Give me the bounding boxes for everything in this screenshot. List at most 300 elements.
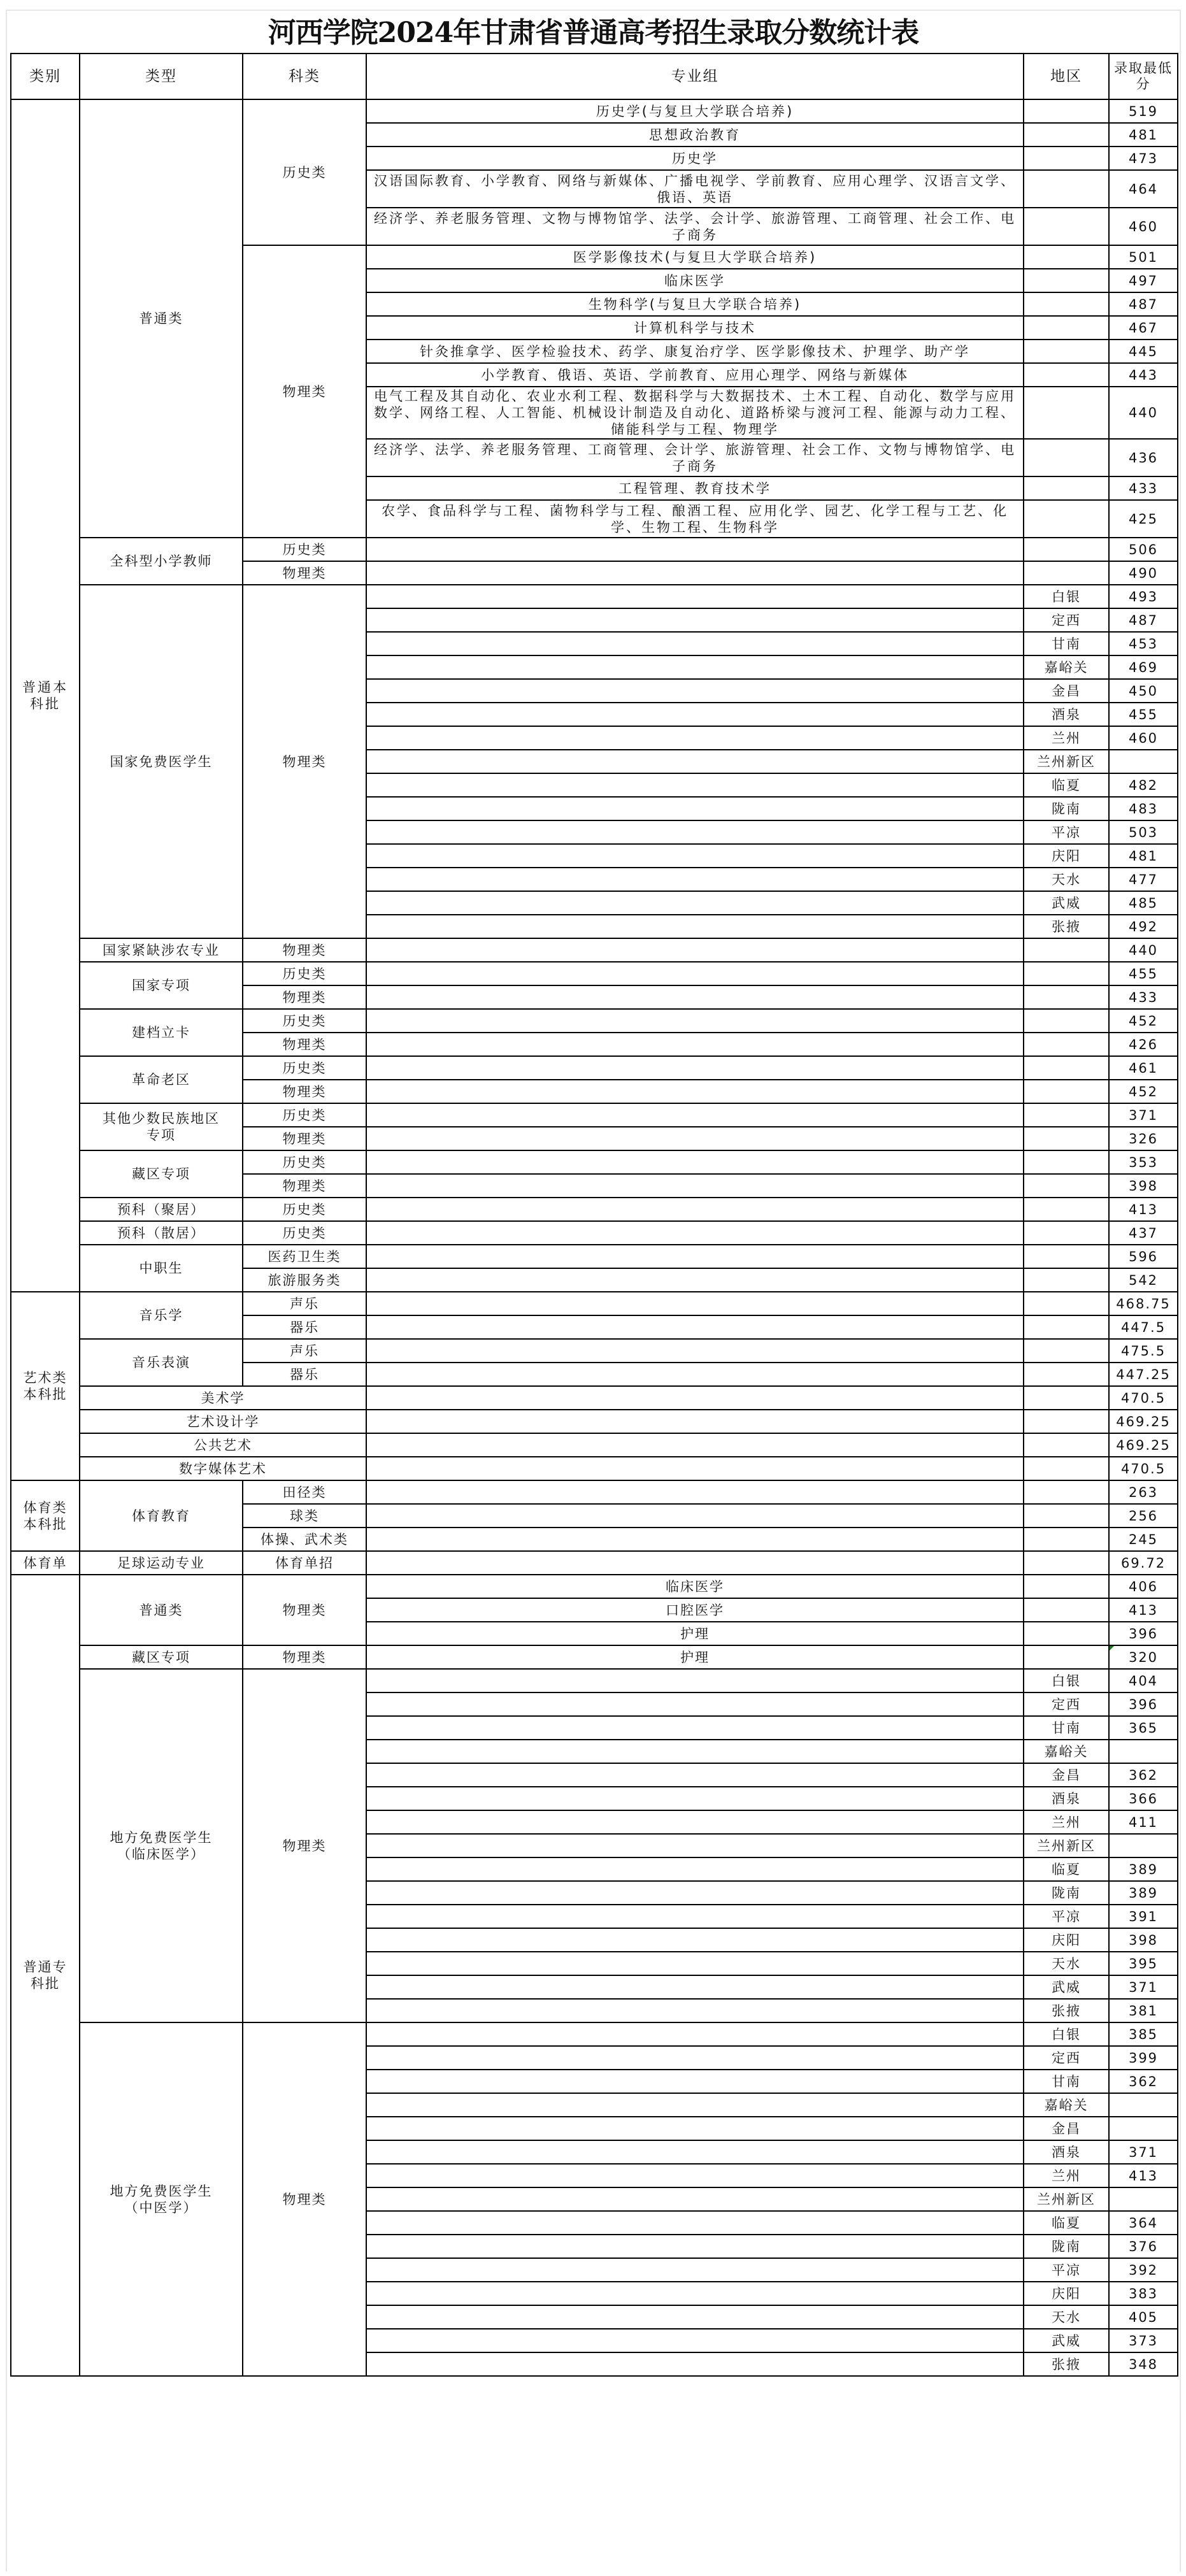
major-group-cell [366, 703, 1024, 726]
major-group-cell: 计算机科学与技术 [366, 316, 1024, 340]
major-group-cell: 医学影像技术(与复旦大学联合培养) [366, 245, 1024, 269]
score-cell: 596 [1109, 1245, 1178, 1268]
region-cell [1024, 1457, 1109, 1480]
score-cell [1109, 1740, 1178, 1763]
table-row [11, 1645, 1178, 1669]
score-cell: 425 [1109, 500, 1178, 538]
major-group-cell [366, 1315, 1024, 1339]
type-cell: 预科（聚居） [80, 1198, 243, 1221]
score-cell: 320 [1109, 1645, 1178, 1669]
region-cell [1024, 500, 1109, 538]
score-cell: 366 [1109, 1787, 1178, 1810]
score-cell: 464 [1109, 170, 1178, 208]
region-cell: 武威 [1024, 2329, 1109, 2352]
major-group-cell [366, 1669, 1024, 1692]
score-cell: 503 [1109, 820, 1178, 844]
region-cell [1024, 439, 1109, 476]
score-cell: 482 [1109, 773, 1178, 797]
region-cell [1024, 387, 1109, 439]
major-group-cell [366, 1740, 1024, 1763]
batch-cell: 艺术类本科批 [11, 1292, 80, 1480]
score-cell: 450 [1109, 679, 1178, 703]
subject-cell: 物理类 [243, 1669, 366, 2022]
score-cell: 469 [1109, 655, 1178, 679]
region-cell [1024, 1433, 1109, 1457]
region-cell [1024, 316, 1109, 340]
score-cell: 436 [1109, 439, 1178, 476]
region-cell [1024, 1268, 1109, 1292]
score-cell [1109, 2117, 1178, 2140]
header-major-group: 专业组 [366, 54, 1024, 99]
major-group-cell [366, 538, 1024, 561]
region-cell [1024, 1386, 1109, 1410]
score-cell: 443 [1109, 363, 1178, 387]
major-group-cell [366, 1881, 1024, 1905]
region-cell: 兰州 [1024, 1810, 1109, 1834]
region-cell: 嘉峪关 [1024, 1740, 1109, 1763]
score-cell: 440 [1109, 938, 1178, 962]
score-cell: 469.25 [1109, 1433, 1178, 1457]
score-cell: 392 [1109, 2258, 1178, 2282]
major-group-cell [366, 1080, 1024, 1103]
score-cell: 460 [1109, 726, 1178, 750]
region-cell [1024, 1363, 1109, 1386]
region-cell: 临夏 [1024, 2211, 1109, 2235]
score-cell: 371 [1109, 1975, 1178, 1999]
major-group-cell: 思想政治教育 [366, 123, 1024, 147]
score-cell: 398 [1109, 1174, 1178, 1198]
major-group-cell [366, 1292, 1024, 1315]
major-group-cell [366, 1150, 1024, 1174]
score-cell: 389 [1109, 1881, 1178, 1905]
score-cell: 348 [1109, 2352, 1178, 2376]
score-cell: 469.25 [1109, 1410, 1178, 1433]
subject-cell: 器乐 [243, 1363, 366, 1386]
major-group-cell [366, 1103, 1024, 1127]
region-cell [1024, 1339, 1109, 1363]
page-title: 河西学院2024年甘肃省普通高考招生录取分数统计表 [268, 17, 919, 49]
subject-cell: 物理类 [243, 1080, 366, 1103]
region-cell: 酒泉 [1024, 1787, 1109, 1810]
region-cell [1024, 1103, 1109, 1127]
score-cell: 437 [1109, 1221, 1178, 1245]
major-group-cell: 工程管理、教育技术学 [366, 476, 1024, 500]
region-cell [1024, 538, 1109, 561]
region-cell [1024, 1598, 1109, 1622]
region-cell: 嘉峪关 [1024, 655, 1109, 679]
major-group-cell: 护理 [366, 1645, 1024, 1669]
major-group-cell [366, 750, 1024, 773]
major-group-cell [366, 1810, 1024, 1834]
major-group-cell: 历史学 [366, 147, 1024, 170]
subject-cell: 历史类 [243, 538, 366, 561]
major-group-cell [366, 1410, 1024, 1433]
score-cell: 404 [1109, 1669, 1178, 1692]
major-group-cell: 经济学、法学、养老服务管理、工商管理、会计学、旅游管理、社会工作、文物与博物馆学、电子商务 [366, 439, 1024, 476]
region-cell [1024, 292, 1109, 316]
score-cell: 362 [1109, 2070, 1178, 2093]
subject-cell: 物理类 [243, 1645, 366, 1669]
subject-cell: 物理类 [243, 1033, 366, 1056]
table-row [11, 1339, 1178, 1363]
major-group-cell [366, 2352, 1024, 2376]
major-group-cell [366, 1268, 1024, 1292]
subject-cell: 历史类 [243, 1150, 366, 1174]
major-group-cell [366, 2022, 1024, 2046]
major-group-cell [366, 726, 1024, 750]
region-cell: 兰州 [1024, 726, 1109, 750]
table-row [11, 1433, 1178, 1457]
table-row [11, 538, 1178, 561]
batch-cell: 体育类本科批 [11, 1480, 80, 1551]
score-cell: 481 [1109, 123, 1178, 147]
score-cell: 461 [1109, 1056, 1178, 1080]
major-group-cell [366, 1174, 1024, 1198]
major-group-cell [366, 868, 1024, 891]
region-cell: 甘南 [1024, 1716, 1109, 1740]
table-row [11, 1386, 1178, 1410]
subject-cell: 物理类 [243, 1575, 366, 1645]
region-cell [1024, 1645, 1109, 1669]
major-group-cell [366, 632, 1024, 655]
type-cell: 公共艺术 [80, 1433, 366, 1457]
region-cell [1024, 1221, 1109, 1245]
region-cell: 定西 [1024, 608, 1109, 632]
major-group-cell: 临床医学 [366, 269, 1024, 292]
major-group-cell [366, 2211, 1024, 2235]
table-header-row [11, 54, 1178, 99]
region-cell: 陇南 [1024, 797, 1109, 820]
score-cell: 440 [1109, 387, 1178, 439]
type-cell: 音乐学 [80, 1292, 243, 1339]
header-min-score: 录取最低分 [1109, 54, 1178, 99]
score-cell: 263 [1109, 1480, 1178, 1504]
subject-cell: 物理类 [243, 985, 366, 1009]
table-row [11, 1009, 1178, 1033]
major-group-cell [366, 1763, 1024, 1787]
region-cell: 白银 [1024, 1669, 1109, 1692]
major-group-cell [366, 2070, 1024, 2093]
score-cell: 483 [1109, 797, 1178, 820]
region-cell [1024, 1245, 1109, 1268]
region-cell [1024, 1150, 1109, 1174]
region-cell: 白银 [1024, 2022, 1109, 2046]
region-cell [1024, 208, 1109, 245]
region-cell: 定西 [1024, 1692, 1109, 1716]
region-cell: 兰州 [1024, 2164, 1109, 2187]
type-cell: 普通类 [80, 1575, 243, 1645]
subject-cell: 物理类 [243, 245, 366, 538]
major-group-cell [366, 2282, 1024, 2305]
major-group-cell [366, 585, 1024, 608]
region-cell [1024, 1292, 1109, 1315]
major-group-cell: 历史学(与复旦大学联合培养) [366, 99, 1024, 123]
score-cell: 455 [1109, 703, 1178, 726]
subject-cell: 历史类 [243, 1221, 366, 1245]
major-group-cell [366, 938, 1024, 962]
score-cell: 373 [1109, 2329, 1178, 2352]
score-cell: 396 [1109, 1692, 1178, 1716]
major-group-cell: 经济学、养老服务管理、文物与博物馆学、法学、会计学、旅游管理、工商管理、社会工作、电子商务 [366, 208, 1024, 245]
region-cell: 陇南 [1024, 1881, 1109, 1905]
score-cell: 413 [1109, 1598, 1178, 1622]
subject-cell: 物理类 [243, 585, 366, 938]
type-cell: 国家紧缺涉农专业 [80, 938, 243, 962]
subject-cell: 旅游服务类 [243, 1268, 366, 1292]
score-cell: 493 [1109, 585, 1178, 608]
region-cell [1024, 363, 1109, 387]
type-cell: 音乐表演 [80, 1339, 243, 1386]
major-group-cell [366, 1928, 1024, 1952]
score-cell [1109, 2187, 1178, 2211]
major-group-cell [366, 2164, 1024, 2187]
score-cell: 501 [1109, 245, 1178, 269]
region-cell [1024, 962, 1109, 985]
region-cell: 庆阳 [1024, 844, 1109, 868]
type-cell: 足球运动专业 [80, 1551, 243, 1575]
score-cell: 406 [1109, 1575, 1178, 1598]
score-cell: 376 [1109, 2235, 1178, 2258]
score-cell: 389 [1109, 1857, 1178, 1881]
major-group-cell [366, 1857, 1024, 1881]
score-cell: 519 [1109, 99, 1178, 123]
major-group-cell: 电气工程及其自动化、农业水利工程、数据科学与大数据技术、土木工程、自动化、数学与应用数学、网络工程、人工智能、机械设计制造及自动化、道路桥梁与渡河工程、能源与动力工程、储能科学与工程、物理学 [366, 387, 1024, 439]
score-cell: 492 [1109, 915, 1178, 938]
major-group-cell [366, 915, 1024, 938]
score-cell: 353 [1109, 1150, 1178, 1174]
region-cell: 酒泉 [1024, 703, 1109, 726]
header-subject: 科类 [243, 54, 366, 99]
score-cell: 470.5 [1109, 1386, 1178, 1410]
score-cell [1109, 1834, 1178, 1857]
score-cell: 398 [1109, 1928, 1178, 1952]
major-group-cell: 针灸推拿学、医学检验技术、药学、康复治疗学、医学影像技术、护理学、助产学 [366, 340, 1024, 363]
score-cell: 371 [1109, 1103, 1178, 1127]
major-group-cell [366, 2235, 1024, 2258]
score-cell: 365 [1109, 1716, 1178, 1740]
type-cell: 藏区专项 [80, 1150, 243, 1198]
region-cell: 兰州新区 [1024, 750, 1109, 773]
table-row [11, 1669, 1178, 1692]
type-cell: 国家免费医学生 [80, 585, 243, 938]
major-group-cell: 临床医学 [366, 1575, 1024, 1598]
region-cell: 金昌 [1024, 2117, 1109, 2140]
type-cell: 藏区专项 [80, 1645, 243, 1669]
type-cell: 预科（散居） [80, 1221, 243, 1245]
region-cell [1024, 147, 1109, 170]
score-cell: 385 [1109, 2022, 1178, 2046]
region-cell [1024, 123, 1109, 147]
score-cell: 481 [1109, 844, 1178, 868]
major-group-cell [366, 1127, 1024, 1150]
score-cell: 381 [1109, 1999, 1178, 2022]
table-row [11, 1221, 1178, 1245]
major-group-cell [366, 2305, 1024, 2329]
score-cell: 452 [1109, 1080, 1178, 1103]
admission-score-table [10, 53, 1178, 2377]
score-cell [1109, 750, 1178, 773]
region-cell: 金昌 [1024, 679, 1109, 703]
major-group-cell [366, 1221, 1024, 1245]
table-row [11, 1575, 1178, 1598]
major-group-cell [366, 1056, 1024, 1080]
major-group-cell [366, 1787, 1024, 1810]
score-cell: 245 [1109, 1528, 1178, 1551]
major-group-cell [366, 1834, 1024, 1857]
major-group-cell: 护理 [366, 1622, 1024, 1645]
score-cell: 497 [1109, 269, 1178, 292]
subject-cell: 物理类 [243, 1174, 366, 1198]
subject-cell: 物理类 [243, 938, 366, 962]
type-cell: 其他少数民族地区专项 [80, 1103, 243, 1150]
major-group-cell: 农学、食品科学与工程、菌物科学与工程、酿酒工程、应用化学、园艺、化学工程与工艺、化学、生物工程、生物科学 [366, 500, 1024, 538]
region-cell [1024, 1033, 1109, 1056]
major-group-cell [366, 608, 1024, 632]
region-cell: 庆阳 [1024, 1928, 1109, 1952]
region-cell: 张掖 [1024, 915, 1109, 938]
type-cell: 地方免费医学生（中医学） [80, 2022, 243, 2376]
major-group-cell [366, 1999, 1024, 2022]
subject-cell: 物理类 [243, 2022, 366, 2376]
subject-cell: 球类 [243, 1504, 366, 1528]
region-cell: 庆阳 [1024, 2282, 1109, 2305]
region-cell [1024, 170, 1109, 208]
major-group-cell [366, 773, 1024, 797]
score-cell: 485 [1109, 891, 1178, 915]
major-group-cell [366, 844, 1024, 868]
region-cell: 武威 [1024, 891, 1109, 915]
subject-cell: 历史类 [243, 1056, 366, 1080]
subject-cell: 声乐 [243, 1292, 366, 1315]
region-cell [1024, 1009, 1109, 1033]
type-cell: 全科型小学教师 [80, 538, 243, 585]
table-row [11, 1551, 1178, 1575]
score-cell: 396 [1109, 1622, 1178, 1645]
subject-cell: 物理类 [243, 1127, 366, 1150]
score-cell: 447.25 [1109, 1363, 1178, 1386]
score-cell [1109, 2093, 1178, 2117]
table-row [11, 2022, 1178, 2046]
region-cell [1024, 476, 1109, 500]
region-cell [1024, 561, 1109, 585]
major-group-cell [366, 1033, 1024, 1056]
score-cell: 487 [1109, 292, 1178, 316]
major-group-cell [366, 2046, 1024, 2070]
major-group-cell [366, 1952, 1024, 1975]
score-cell: 364 [1109, 2211, 1178, 2235]
region-cell: 平凉 [1024, 2258, 1109, 2282]
major-group-cell [366, 1905, 1024, 1928]
major-group-cell [366, 1975, 1024, 1999]
major-group-cell [366, 1245, 1024, 1268]
score-cell: 433 [1109, 476, 1178, 500]
region-cell [1024, 985, 1109, 1009]
major-group-cell [366, 2117, 1024, 2140]
score-cell: 475.5 [1109, 1339, 1178, 1363]
score-cell: 506 [1109, 538, 1178, 561]
score-cell: 391 [1109, 1905, 1178, 1928]
major-group-cell [366, 1386, 1024, 1410]
major-group-cell [366, 820, 1024, 844]
score-cell: 460 [1109, 208, 1178, 245]
region-cell: 天水 [1024, 2305, 1109, 2329]
region-cell [1024, 1174, 1109, 1198]
region-cell: 武威 [1024, 1975, 1109, 1999]
table-row [11, 585, 1178, 608]
score-cell: 490 [1109, 561, 1178, 585]
region-cell: 张掖 [1024, 2352, 1109, 2376]
region-cell [1024, 1127, 1109, 1150]
major-group-cell [366, 2258, 1024, 2282]
score-cell: 445 [1109, 340, 1178, 363]
major-group-cell [366, 1339, 1024, 1363]
subject-cell: 历史类 [243, 99, 366, 245]
major-group-cell [366, 1480, 1024, 1504]
type-cell: 建档立卡 [80, 1009, 243, 1056]
score-cell: 362 [1109, 1763, 1178, 1787]
region-cell [1024, 1622, 1109, 1645]
table-row [11, 962, 1178, 985]
subject-cell: 医药卫生类 [243, 1245, 366, 1268]
score-cell: 542 [1109, 1268, 1178, 1292]
region-cell: 嘉峪关 [1024, 2093, 1109, 2117]
header-category: 类别 [11, 54, 80, 99]
score-cell: 256 [1109, 1504, 1178, 1528]
region-cell [1024, 1198, 1109, 1221]
major-group-cell [366, 985, 1024, 1009]
region-cell: 金昌 [1024, 1763, 1109, 1787]
major-group-cell [366, 561, 1024, 585]
score-cell: 453 [1109, 632, 1178, 655]
major-group-cell [366, 679, 1024, 703]
region-cell [1024, 1528, 1109, 1551]
score-cell: 468.75 [1109, 1292, 1178, 1315]
region-cell: 临夏 [1024, 773, 1109, 797]
score-cell: 371 [1109, 2140, 1178, 2164]
score-cell: 487 [1109, 608, 1178, 632]
region-cell: 酒泉 [1024, 2140, 1109, 2164]
table-row [11, 1410, 1178, 1433]
major-group-cell [366, 1528, 1024, 1551]
major-group-cell [366, 1363, 1024, 1386]
region-cell: 兰州新区 [1024, 1834, 1109, 1857]
subject-cell: 历史类 [243, 1103, 366, 1127]
region-cell [1024, 99, 1109, 123]
region-cell [1024, 340, 1109, 363]
major-group-cell: 口腔医学 [366, 1598, 1024, 1622]
region-cell: 甘南 [1024, 632, 1109, 655]
major-group-cell [366, 1433, 1024, 1457]
type-cell: 美术学 [80, 1386, 366, 1410]
major-group-cell [366, 2329, 1024, 2352]
major-group-cell [366, 1716, 1024, 1740]
score-cell: 433 [1109, 985, 1178, 1009]
type-cell: 国家专项 [80, 962, 243, 1009]
type-cell: 革命老区 [80, 1056, 243, 1103]
table-row [11, 1056, 1178, 1080]
major-group-cell [366, 797, 1024, 820]
region-cell: 白银 [1024, 585, 1109, 608]
region-cell [1024, 1410, 1109, 1433]
major-group-cell [366, 1198, 1024, 1221]
major-group-cell: 汉语国际教育、小学教育、网络与新媒体、广播电视学、学前教育、应用心理学、汉语言文学、俄语、英语 [366, 170, 1024, 208]
region-cell [1024, 1080, 1109, 1103]
score-cell: 69.72 [1109, 1551, 1178, 1575]
subject-cell: 田径类 [243, 1480, 366, 1504]
region-cell: 甘南 [1024, 2070, 1109, 2093]
region-cell [1024, 245, 1109, 269]
major-group-cell [366, 1009, 1024, 1033]
